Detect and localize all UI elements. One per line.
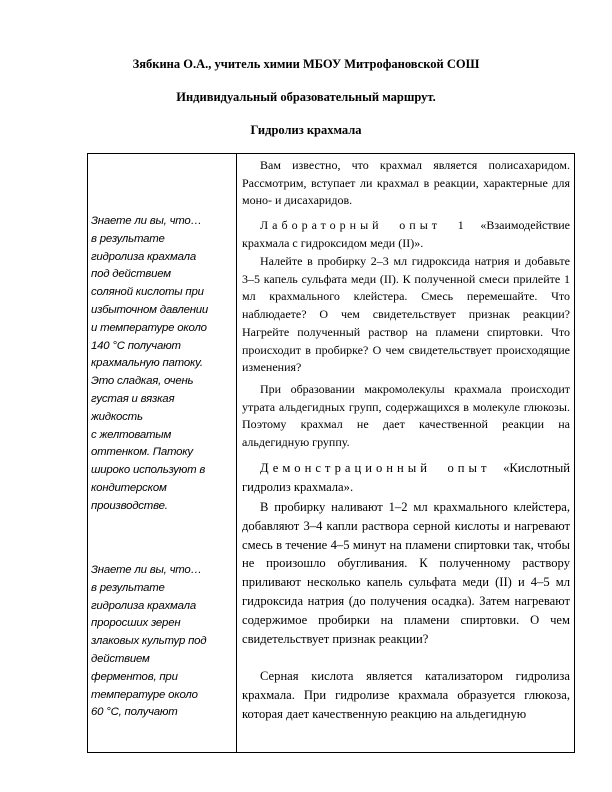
fact-line: Знаете ли вы, что… [91,564,202,576]
lab-experiment-title: «Взаимодействие крахмала с гидроксидом меди (II)». [242,218,570,250]
fact-line: широко используют в [91,464,206,477]
fact-line: с желтоватым [91,428,172,441]
fact-line: жидкость [91,410,143,423]
demo-experiment-instructions: В пробирку наливают 1–2 мл крахмального клейстера, добавляют 3–4 капли раствора серной кислоты и нагревают смесь в течение 4–5 минут на пламени спиртовки так, чтобы не произошло обугливания. К полученному раствору приливают несколько капель сульфата меди (II) и 4–5 мл гидроксида натрия (до получения осадка). Затем нагревают содержимое пробирки на пламени спиртовки. О чем свидетельствует признак реакции? [242,500,570,646]
fact-line: Знаете ли вы, что… [91,215,202,227]
fact-line: ферментов, при [91,670,178,683]
catalyst-paragraph: Серная кислота является катализатором гидролиза крахмала. При гидролизе крахмала образуется глюкоза, которая дает качественную реакцию на альдегидную [242,669,570,721]
fact-line: производстве. [91,499,168,512]
demo-experiment-label: Демонстрационный опыт [260,461,491,475]
lab-experiment-heading [242,217,570,252]
fact-line: и температуре около [91,321,207,334]
did-you-know-fact-2 [91,562,234,722]
main-column [237,154,575,752]
lab-experiment-instructions: Налейте в пробирку 2–3 мл гидроксида натрия и добавьте 3–5 капель сульфата меди (II). К полученной смеси прилейте 1 мл крахмального клейстера. Смесь перемешайте. Что наблюдаете? О чем свидетельствует признак реакции? Нагрейте полученный раствор на пламени спиртовки. Что происходит в пробирке? О чем свидетельствует происходящие изменения? [242,254,570,375]
fact-line: кондитерском [91,481,167,494]
fact-line: густая и вязкая [91,392,175,405]
conclusion-paragraph: При образовании макромолекулы крахмала происходит утрата альдегидных групп, содержащихся в молекуле глюкозы. Поэтому крахмал не дает качественной реакции на альдегидную группу. [242,382,570,450]
topic-title: Гидролиз крахмала [250,123,362,137]
fact-line: 140 °С получают [91,339,181,352]
fact-line: в результате [91,232,165,245]
content-table [87,153,575,753]
fact-line: Это сладкая, очень [91,375,194,388]
fact-line: соляной кислоты при [91,286,204,299]
fact-line: оттенком. Патоку [91,446,193,459]
demo-experiment-title: «Кислотный гидролиз крахмала». [242,461,570,494]
fact-line: избыточном давлении [91,303,209,316]
fact-line: гидролиза крахмала [91,599,197,612]
fact-line: гидролиза крахмала [91,250,197,263]
fact-line: температуре около [91,688,198,701]
fact-line: действием [91,652,150,665]
lab-experiment-label: Лабораторный опыт 1 [260,218,468,232]
intro-paragraph: Вам известно, что крахмал является полисахаридом. Рассмотрим, вступает ли крахмал в реакции, характерные для моно- и дисахаридов. [242,158,570,208]
route-title: Индивидуальный образовательный маршрут. [176,90,436,104]
fact-line: 60 °С, получают [91,706,178,719]
fact-line: проросших зерен [91,617,181,630]
fact-line: злаковых культур под [91,635,207,648]
fact-line: под действием [91,268,171,281]
demo-experiment-heading [242,459,570,497]
author-line: Зябкина О.А., учитель химии МБОУ Митрофановской СОШ [132,57,480,71]
fact-line: крахмальную патоку. [91,357,203,370]
fact-line: в результате [91,581,165,594]
did-you-know-fact-1 [91,213,234,516]
sidebar-column [88,154,236,752]
